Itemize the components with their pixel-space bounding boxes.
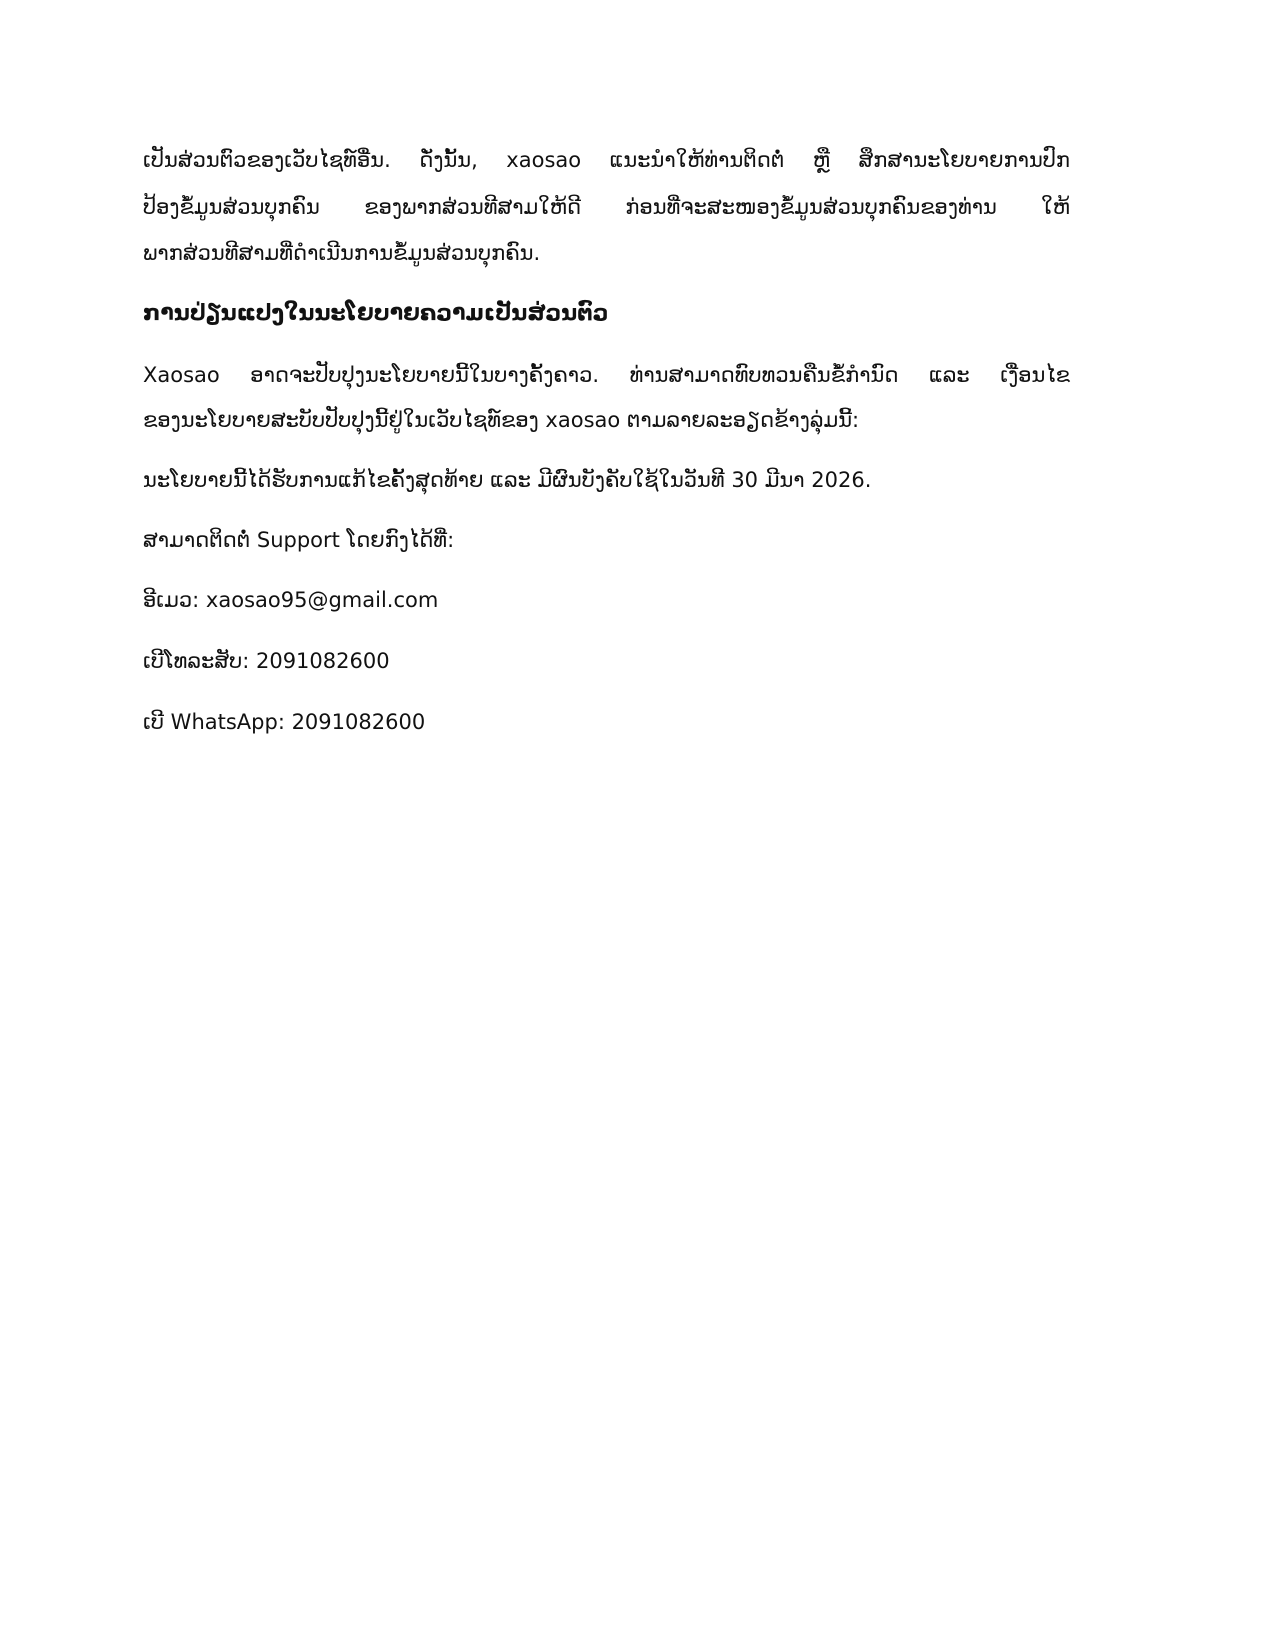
section-heading: ການປ່ຽນແປງໃນນະໂຍບາຍຄວາມເປັນສ່ວນຕົວ bbox=[143, 301, 609, 326]
paragraph-line: ປ້ອງຂໍ້ມູນສ່ວນບຸກຄົນ ຂອງພາກສ່ວນທີສາມໃຫ້ດີ ກ່ອນທີ່ຈະສະໜອງຂໍ້ມູນສ່ວນບຸກຄົນຂອງທ່ານ ໃຫ້ bbox=[143, 195, 1070, 219]
effective-date: ນະໂຍບາຍນີ້ໄດ້ຮັບການແກ້ໄຂຄັ້ງສຸດທ້າຍ ແລະ ມີຜົນບັງຄັບໃຊ້ໃນວັນທີ 30 ມີນາ 2026. bbox=[143, 468, 872, 492]
contact-whatsapp: ເບີ WhatsApp: 2091082600 bbox=[143, 710, 426, 734]
contact-phone: ເບີໂທລະສັບ: 2091082600 bbox=[143, 649, 390, 673]
contact-email: ອີເມວ: xaosao95@gmail.com bbox=[143, 588, 439, 612]
contact-intro: ສາມາດຕິດຕໍ່ Support ໂດຍກົງໄດ້ທີ່: bbox=[143, 528, 455, 552]
paragraph-line: ຂອງນະໂຍບາຍສະບັບປັບປຸງນີ້ຢູ່ໃນເວັບໄຊທ໌ຂອງ xaosao ຕາມລາຍລະອຽດຂ້າງລຸ່ມນີ້: bbox=[143, 408, 860, 432]
paragraph-line: ເປັນສ່ວນຕົວຂອງເວັບໄຊທ໌ອື່ນ. ດັ່ງນັ້ນ, xaosao ແນະນຳໃຫ້ທ່ານຕິດຕໍ່ ຫຼື ສຶກສານະໂຍບາຍການປົກ bbox=[143, 148, 1070, 172]
paragraph-line: Xaosao ອາດຈະປັບປຸງນະໂຍບາຍນີ້ໃນບາງຄັ້ງຄາວ. ທ່ານສາມາດທົບທວນຄືນຂໍ້ກຳນົດ ແລະ ເງື່ອນໄຂ bbox=[143, 363, 1070, 387]
paragraph-line: ພາກສ່ວນທີສາມທີ່ດຳເນີນການຂໍ້ມູນສ່ວນບຸກຄົນ. bbox=[143, 241, 541, 265]
